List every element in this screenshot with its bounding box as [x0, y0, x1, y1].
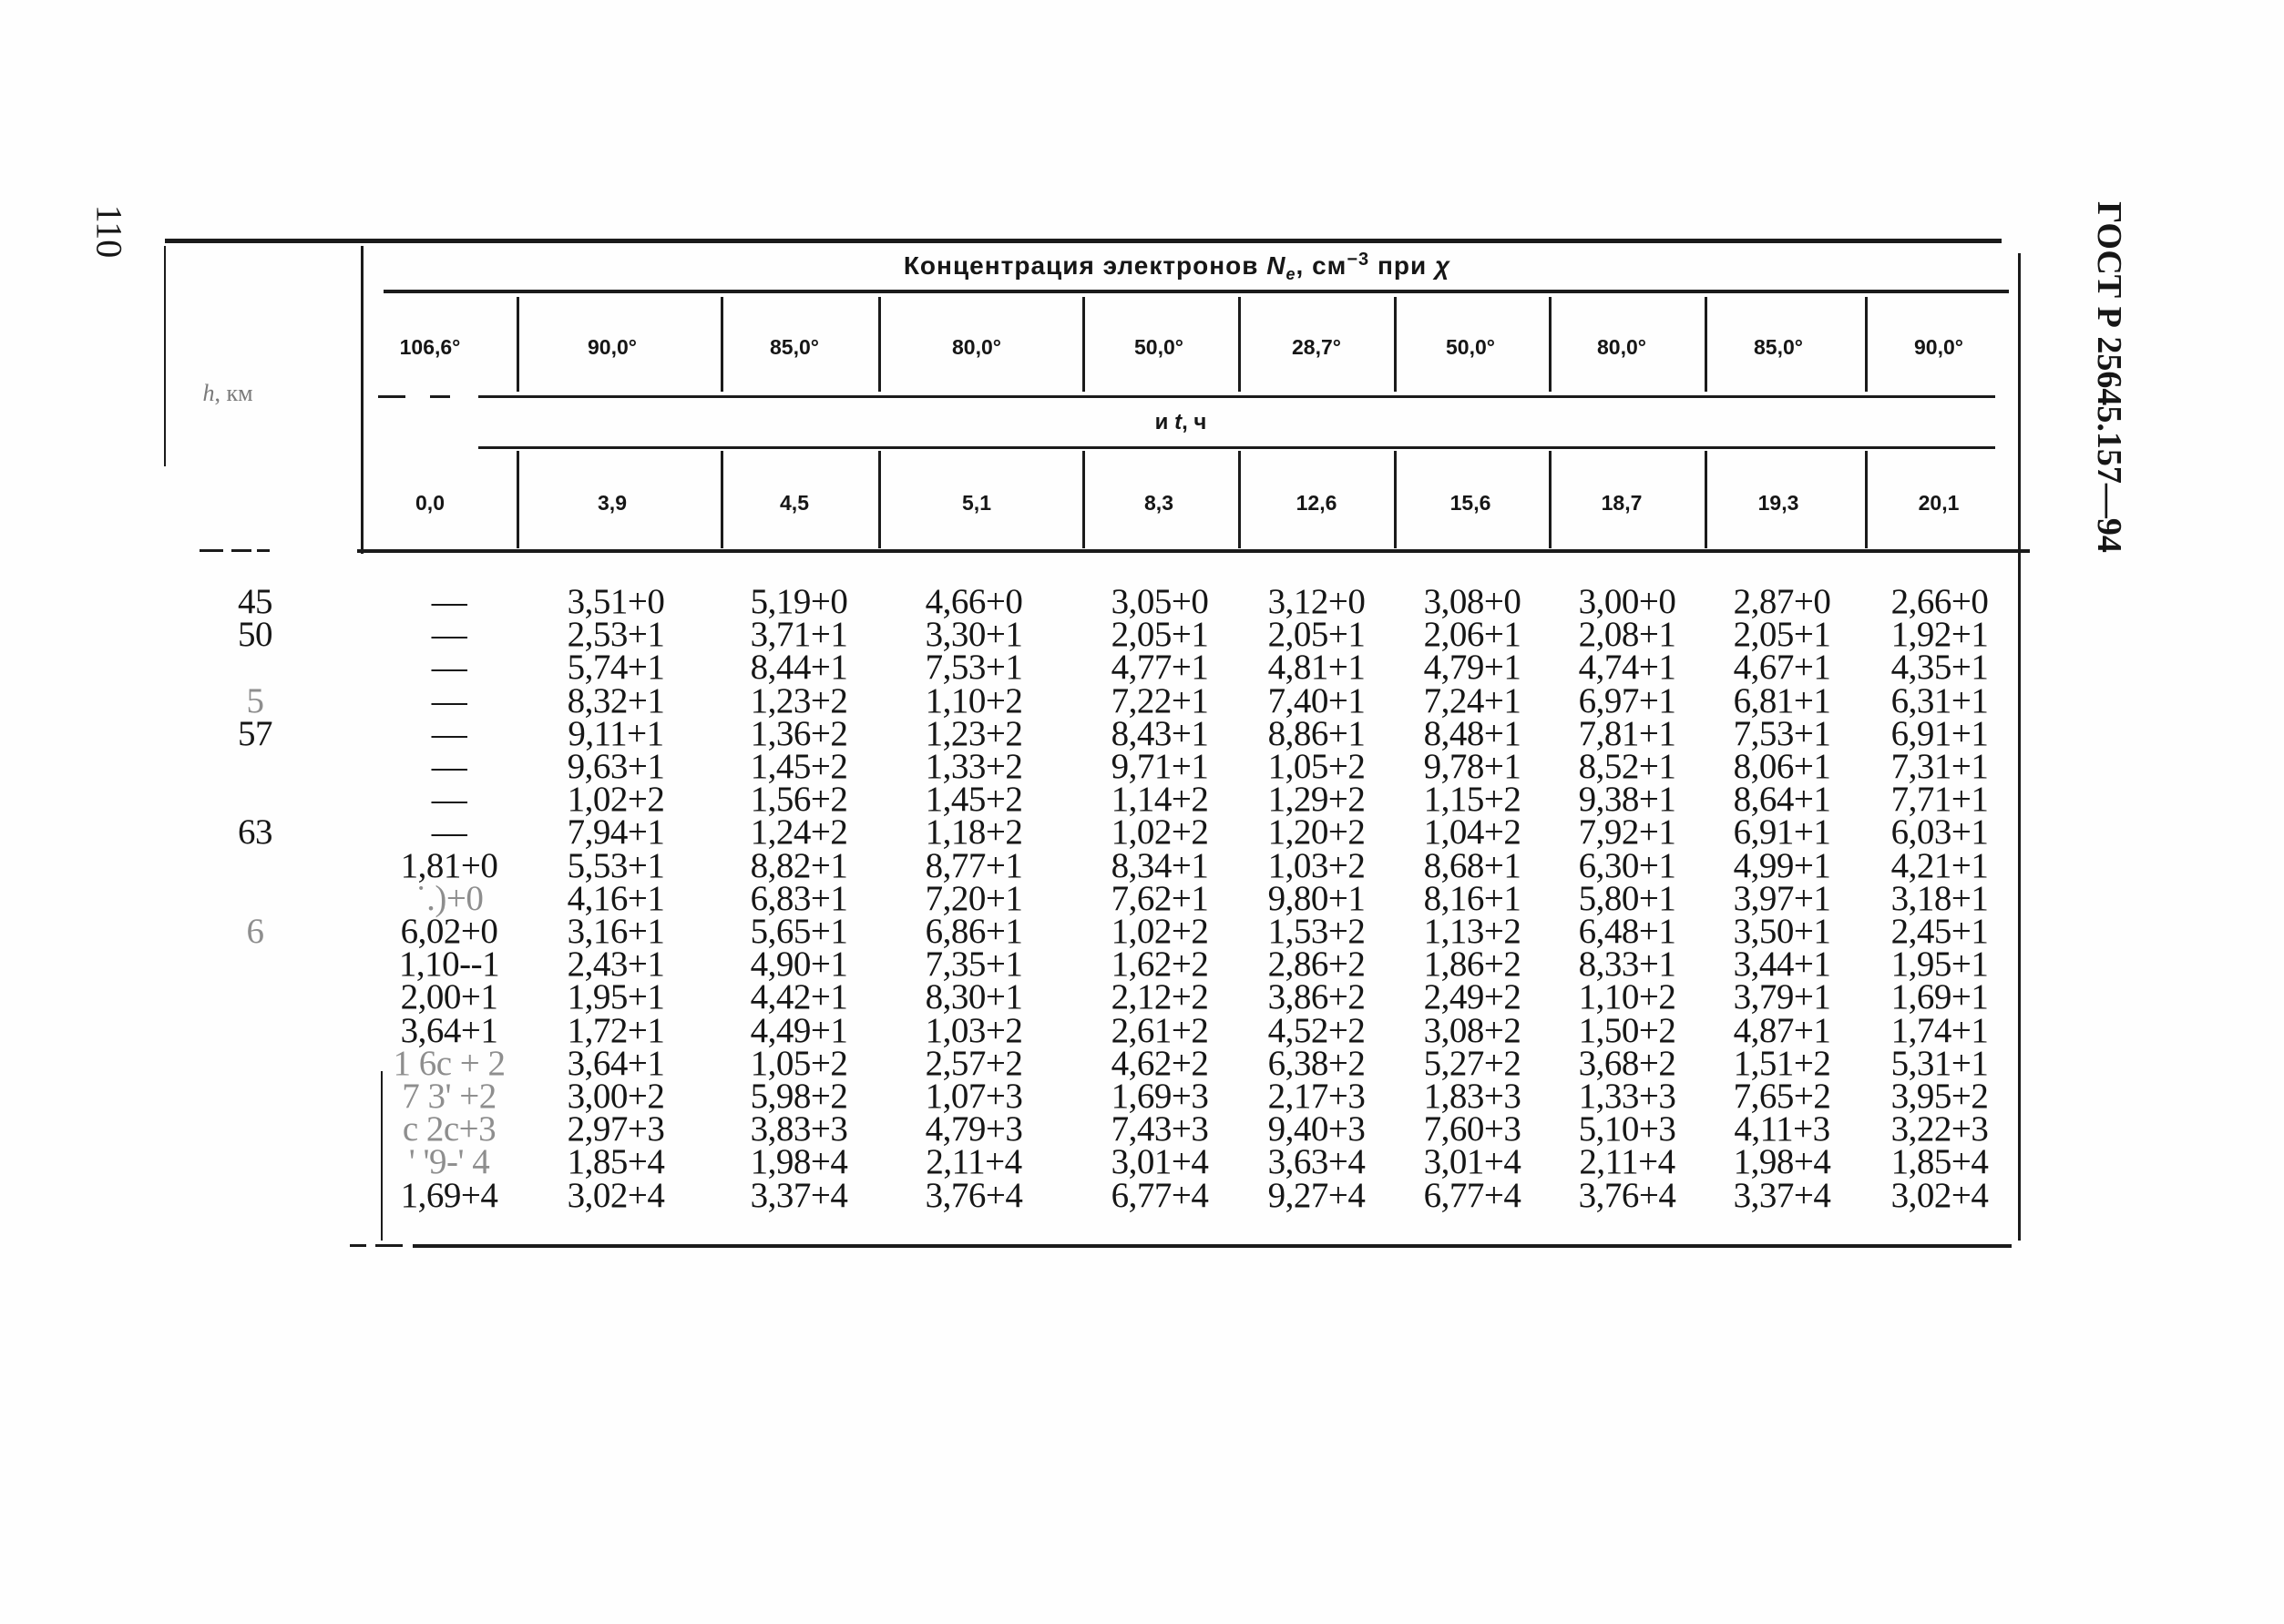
table-cell: 8,86+1 [1267, 714, 1366, 753]
table-cell: 3,63+4 [1267, 1142, 1366, 1181]
height-symbol: h [202, 380, 215, 406]
table-cell: 8,06+1 [1733, 747, 1831, 786]
column-header-height [202, 380, 252, 407]
row-height-label: 63 [238, 812, 272, 852]
table-cell: 1,69+1 [1890, 977, 1989, 1016]
column-divider [721, 297, 723, 392]
table-cell: 7,65+2 [1733, 1077, 1831, 1116]
table-cell: 1,02+2 [567, 780, 665, 819]
table-cell: 7,40+1 [1267, 681, 1366, 720]
table-cell: — [431, 812, 467, 852]
table-cell: 7,81+1 [1578, 714, 1676, 753]
table-cell: 1,62+2 [1111, 945, 1209, 984]
table-cell: 2,66+0 [1890, 582, 1989, 621]
table-cell: 2,53+1 [567, 615, 665, 654]
time-header: 12,6 [1296, 491, 1337, 515]
table-cell: 8,34+1 [1111, 846, 1209, 885]
row-height-label: 45 [238, 582, 272, 621]
angle-header: 85,0° [1754, 335, 1803, 359]
table-cell: 7,24+1 [1423, 681, 1521, 720]
table-cell: 5,19+0 [750, 582, 848, 621]
table-cell: 4,11+3 [1734, 1109, 1830, 1149]
column-divider [517, 451, 519, 548]
table-cell: 6,77+4 [1423, 1176, 1521, 1215]
table-cell: 1,20+2 [1267, 812, 1366, 852]
table-cell: 2,11+4 [1579, 1142, 1675, 1181]
rule-header-bottom [384, 290, 2009, 293]
table-cell: 3,01+4 [1111, 1142, 1209, 1181]
table-cell: 3,44+1 [1733, 945, 1831, 984]
column-divider [878, 451, 881, 548]
table-cell: 7,60+3 [1423, 1109, 1521, 1149]
table-cell: 3,22+3 [1890, 1109, 1989, 1149]
table-cell: 1,95+1 [1890, 945, 1989, 984]
table-cell: 1,15+2 [1423, 780, 1521, 819]
table-cell: 9,80+1 [1267, 879, 1366, 918]
column-divider [878, 297, 881, 392]
table-cell: 1,45+2 [925, 780, 1023, 819]
table-cell: 1,56+2 [750, 780, 848, 819]
column-divider [1865, 297, 1868, 392]
table-cell: 1,85+4 [567, 1142, 665, 1181]
time-symbol: t [1174, 410, 1183, 434]
time-header: 8,3 [1144, 491, 1173, 515]
table-cell: 3,51+0 [567, 582, 665, 621]
table-cell: 4,42+1 [750, 977, 848, 1016]
time-subheader [1155, 410, 1207, 435]
table-cell: 8,52+1 [1578, 747, 1676, 786]
header-text-after: при [1369, 251, 1435, 280]
table-cell: 3,18+1 [1890, 879, 1989, 918]
table-cell: 1,02+2 [1111, 912, 1209, 951]
table-cell: 3,64+1 [567, 1044, 665, 1083]
table-cell: 1,04+2 [1423, 812, 1521, 852]
table-cell: 7,92+1 [1578, 812, 1676, 852]
table-cell: 8,77+1 [925, 846, 1023, 885]
height-unit: , км [214, 380, 253, 406]
table-cell: 3,83+3 [750, 1109, 848, 1149]
table-cell: 4,77+1 [1111, 648, 1209, 687]
table-cell: 6,48+1 [1578, 912, 1676, 951]
table-cell: 2,08+1 [1578, 615, 1676, 654]
table-cell: — [431, 747, 467, 786]
table-cell: 9,78+1 [1423, 747, 1521, 786]
table-cell: 1,98+4 [1733, 1142, 1831, 1181]
table-cell: 2,11+4 [926, 1142, 1022, 1181]
angle-header: 90,0° [1914, 335, 1963, 359]
table-cell: 6,02+0 [400, 912, 498, 951]
time-header: 18,7 [1601, 491, 1643, 515]
table-cell: 1,24+2 [750, 812, 848, 852]
angle-header: 28,7° [1292, 335, 1341, 359]
table-cell: 1,18+2 [925, 812, 1023, 852]
table-cell: 8,32+1 [567, 681, 665, 720]
rule-left [164, 246, 166, 466]
table-cell: 3,12+0 [1267, 582, 1366, 621]
table-cell: — [431, 615, 467, 654]
angle-header: 50,0° [1446, 335, 1495, 359]
table-cell: 3,68+2 [1578, 1044, 1676, 1083]
table-cell: 1,13+2 [1423, 912, 1521, 951]
table-cell: 1,86+2 [1423, 945, 1521, 984]
header-chi: χ [1434, 251, 1451, 280]
table-cell: 2,06+1 [1423, 615, 1521, 654]
row-height-label: 57 [238, 714, 272, 753]
table-cell: 8,68+1 [1423, 846, 1521, 885]
rule-dash [378, 395, 405, 398]
column-divider [1394, 451, 1397, 548]
header-subscript: e [1285, 265, 1296, 283]
table-cell: 9,27+4 [1267, 1176, 1366, 1215]
table-cell: 2,97+3 [567, 1109, 665, 1149]
header-unit: , см [1296, 251, 1347, 280]
time-header: 4,5 [780, 491, 809, 515]
table-cell: 2,17+3 [1267, 1077, 1366, 1116]
column-divider [1705, 297, 1707, 392]
table-cell: 1,53+2 [1267, 912, 1366, 951]
table-cell: 3,86+2 [1267, 977, 1366, 1016]
row-height-label: 6 [246, 912, 264, 951]
table-cell: 8,44+1 [750, 648, 848, 687]
page-number: 110 [88, 204, 130, 259]
table-cell: 6,30+1 [1578, 846, 1676, 885]
table-cell: 1,23+2 [750, 681, 848, 720]
column-divider [721, 451, 723, 548]
table-cell: 2,00+1 [400, 977, 498, 1016]
table-cell: 4,74+1 [1578, 648, 1676, 687]
table-cell: 3,71+1 [750, 615, 848, 654]
table-cell: 2,05+1 [1733, 615, 1831, 654]
table-cell: 5,27+2 [1423, 1044, 1521, 1083]
table-cell: 2,87+0 [1733, 582, 1831, 621]
column-divider [1549, 451, 1552, 548]
table-cell: 3,00+2 [567, 1077, 665, 1116]
table-cell: 1,50+2 [1578, 1011, 1676, 1050]
table-cell: 3,79+1 [1733, 977, 1831, 1016]
table-cell: 5,65+1 [750, 912, 848, 951]
rule-dash [375, 1244, 403, 1247]
column-divider [1238, 451, 1241, 548]
row-height-label: 50 [238, 615, 272, 654]
time-header: 15,6 [1449, 491, 1491, 515]
running-header: ГОСТ Р 25645.157—94 [2090, 201, 2128, 553]
table-cell: 4,35+1 [1890, 648, 1989, 687]
table-main-header [904, 250, 1450, 284]
table-cell: 3,05+0 [1111, 582, 1209, 621]
table-cell: 7,31+1 [1890, 747, 1989, 786]
table-cell: 1,07+3 [925, 1077, 1023, 1116]
table-cell: 1,10+2 [925, 681, 1023, 720]
rule-time-top [478, 446, 1995, 449]
table-cell: — [431, 582, 467, 621]
table-cell: 4,81+1 [1267, 648, 1366, 687]
table-cell: 3,37+4 [1733, 1176, 1831, 1215]
table-cell: ˙.)+0 [415, 879, 484, 918]
table-cell: 6,97+1 [1578, 681, 1676, 720]
table-cell: 4,49+1 [750, 1011, 848, 1050]
table-cell: 6,03+1 [1890, 812, 1989, 852]
angle-header: 106,6° [399, 335, 461, 359]
table-cell: 3,37+4 [750, 1176, 848, 1215]
table-cell: 4,90+1 [750, 945, 848, 984]
column-divider [1082, 297, 1085, 392]
table-cell: 5,53+1 [567, 846, 665, 885]
table-cell: 4,66+0 [925, 582, 1023, 621]
table-cell: 1,51+2 [1733, 1044, 1831, 1083]
table-cell: 6,91+1 [1733, 812, 1831, 852]
table-cell: 1,05+2 [1267, 747, 1366, 786]
table-cell: 7,53+1 [1733, 714, 1831, 753]
table-cell: 2,49+2 [1423, 977, 1521, 1016]
row-height-label: 5 [246, 681, 264, 720]
table-cell: 1,05+2 [750, 1044, 848, 1083]
table-cell: 3,76+4 [1578, 1176, 1676, 1215]
table-cell: 1,69+3 [1111, 1077, 1209, 1116]
table-cell: 1,69+4 [400, 1176, 498, 1215]
rule-top [165, 239, 2002, 243]
table-cell: 1,74+1 [1890, 1011, 1989, 1050]
table-cell: 3,16+1 [567, 912, 665, 951]
table-cell: — [431, 714, 467, 753]
rule-dash [430, 395, 450, 398]
table-cell: 3,08+0 [1423, 582, 1521, 621]
table-cell: — [431, 780, 467, 819]
table-cell: 7,53+1 [925, 648, 1023, 687]
rule-dash [231, 549, 251, 552]
table-cell: 8,16+1 [1423, 879, 1521, 918]
table-cell: 7,20+1 [925, 879, 1023, 918]
time-header: 0,0 [415, 491, 445, 515]
rule-bottom [413, 1244, 2012, 1248]
table-cell: 1 6c + 2 [393, 1044, 506, 1083]
rule-fragment [381, 1071, 383, 1241]
table-cell: 7,22+1 [1111, 681, 1209, 720]
table-cell: c 2c+3 [402, 1109, 497, 1149]
table-cell: 2,12+2 [1111, 977, 1209, 1016]
column-divider [1705, 451, 1707, 548]
table-cell: 2,57+2 [925, 1044, 1023, 1083]
table-cell: 8,64+1 [1733, 780, 1831, 819]
table-cell: 1,10+2 [1578, 977, 1676, 1016]
table-cell: 6,83+1 [750, 879, 848, 918]
table-cell: 8,33+1 [1578, 945, 1676, 984]
table-cell: 1,10--1 [398, 945, 500, 984]
table-cell: 7,94+1 [567, 812, 665, 852]
table-cell: 4,87+1 [1733, 1011, 1831, 1050]
time-header: 3,9 [598, 491, 627, 515]
table-cell: 8,43+1 [1111, 714, 1209, 753]
table-cell: 7,43+3 [1111, 1109, 1209, 1149]
table-cell: 7,62+1 [1111, 879, 1209, 918]
table-cell: 1,33+3 [1578, 1077, 1676, 1116]
rule-head-block-bottom [357, 549, 2030, 553]
table-cell: 1,72+1 [567, 1011, 665, 1050]
table-cell: 7 3' +2 [402, 1077, 497, 1116]
table-cell: 2,05+1 [1111, 615, 1209, 654]
table-cell: 1,03+2 [1267, 846, 1366, 885]
rule-dash [200, 549, 223, 552]
table-cell: 5,80+1 [1578, 879, 1676, 918]
table-cell: 2,45+1 [1890, 912, 1989, 951]
table-cell: 8,30+1 [925, 977, 1023, 1016]
table-cell: 9,71+1 [1111, 747, 1209, 786]
table-cell: 1,98+4 [750, 1142, 848, 1181]
table-cell: 3,08+2 [1423, 1011, 1521, 1050]
table-cell: 1,02+2 [1111, 812, 1209, 852]
table-cell: — [431, 681, 467, 720]
column-divider [1865, 451, 1868, 548]
time-unit: , ч [1182, 410, 1207, 434]
rule-right [2018, 253, 2021, 1241]
table-cell: 6,91+1 [1890, 714, 1989, 753]
table-cell: 3,76+4 [925, 1176, 1023, 1215]
table-cell: 9,40+3 [1267, 1109, 1366, 1149]
table-cell: 3,50+1 [1733, 912, 1831, 951]
table-cell: 5,10+3 [1578, 1109, 1676, 1149]
table-cell: 4,67+1 [1733, 648, 1831, 687]
header-text: Концентрация электронов [903, 251, 1267, 280]
table-cell: 2,86+2 [1267, 945, 1366, 984]
table-cell: 6,86+1 [925, 912, 1023, 951]
table-cell: 4,21+1 [1890, 846, 1989, 885]
table-cell: 3,02+4 [567, 1176, 665, 1215]
table-cell: 8,82+1 [750, 846, 848, 885]
table-cell: 3,00+0 [1578, 582, 1676, 621]
table-cell: — [431, 648, 467, 687]
angle-header: 80,0° [1597, 335, 1646, 359]
table-cell: 3,64+1 [400, 1011, 498, 1050]
table-cell: 5,74+1 [567, 648, 665, 687]
table-cell: 4,79+1 [1423, 648, 1521, 687]
table-cell: 1,83+3 [1423, 1077, 1521, 1116]
table-cell: 1,14+2 [1111, 780, 1209, 819]
table-cell: 4,16+1 [567, 879, 665, 918]
table-cell: 1,92+1 [1890, 615, 1989, 654]
time-prefix: и [1154, 410, 1175, 434]
rule-height-column [361, 246, 364, 554]
column-divider [1238, 297, 1241, 392]
table-cell: 1,85+4 [1890, 1142, 1989, 1181]
table-cell: 4,99+1 [1733, 846, 1831, 885]
table-cell: 1,33+2 [925, 747, 1023, 786]
angle-header: 50,0° [1134, 335, 1183, 359]
table-cell: 3,30+1 [925, 615, 1023, 654]
table-cell: 9,38+1 [1578, 780, 1676, 819]
table-cell: 6,38+2 [1267, 1044, 1366, 1083]
table-cell: 2,43+1 [567, 945, 665, 984]
table-cell: 6,81+1 [1733, 681, 1831, 720]
table-cell: 1,81+0 [400, 846, 498, 885]
rule-dash [350, 1244, 366, 1247]
table-cell: 3,95+2 [1890, 1077, 1989, 1116]
table-cell: 8,48+1 [1423, 714, 1521, 753]
table-cell: 9,11+1 [568, 714, 664, 753]
table-cell: 3,02+4 [1890, 1176, 1989, 1215]
table-cell: 1,36+2 [750, 714, 848, 753]
table-cell: 1,45+2 [750, 747, 848, 786]
header-exponent: −3 [1347, 250, 1370, 270]
table-cell: 4,62+2 [1111, 1044, 1209, 1083]
table-cell: 5,98+2 [750, 1077, 848, 1116]
column-divider [517, 297, 519, 392]
table-cell: 6,31+1 [1890, 681, 1989, 720]
table-cell: 1,23+2 [925, 714, 1023, 753]
table-cell: 1,29+2 [1267, 780, 1366, 819]
rule-dash [257, 549, 270, 552]
column-divider [1082, 451, 1085, 548]
table-cell: 3,97+1 [1733, 879, 1831, 918]
table-cell: 7,35+1 [925, 945, 1023, 984]
rule-angles-bottom [478, 395, 1995, 398]
time-header: 19,3 [1757, 491, 1799, 515]
header-symbol: N [1266, 251, 1286, 280]
table-cell: 5,31+1 [1890, 1044, 1989, 1083]
time-header: 20,1 [1918, 491, 1960, 515]
table-cell: 7,71+1 [1890, 780, 1989, 819]
angle-header: 80,0° [952, 335, 1001, 359]
table-cell: 6,77+4 [1111, 1176, 1209, 1215]
angle-header: 90,0° [588, 335, 637, 359]
table-cell: 1,95+1 [567, 977, 665, 1016]
table-cell: ' '9-' 4 [408, 1142, 490, 1181]
table-cell: 4,52+2 [1267, 1011, 1366, 1050]
column-divider [1394, 297, 1397, 392]
angle-header: 85,0° [770, 335, 819, 359]
column-divider [1549, 297, 1552, 392]
table-cell: 9,63+1 [567, 747, 665, 786]
table-cell: 3,01+4 [1423, 1142, 1521, 1181]
table-cell: 1,03+2 [925, 1011, 1023, 1050]
table-cell: 2,05+1 [1267, 615, 1366, 654]
table-cell: 2,61+2 [1111, 1011, 1209, 1050]
time-header: 5,1 [962, 491, 991, 515]
table-cell: 4,79+3 [925, 1109, 1023, 1149]
